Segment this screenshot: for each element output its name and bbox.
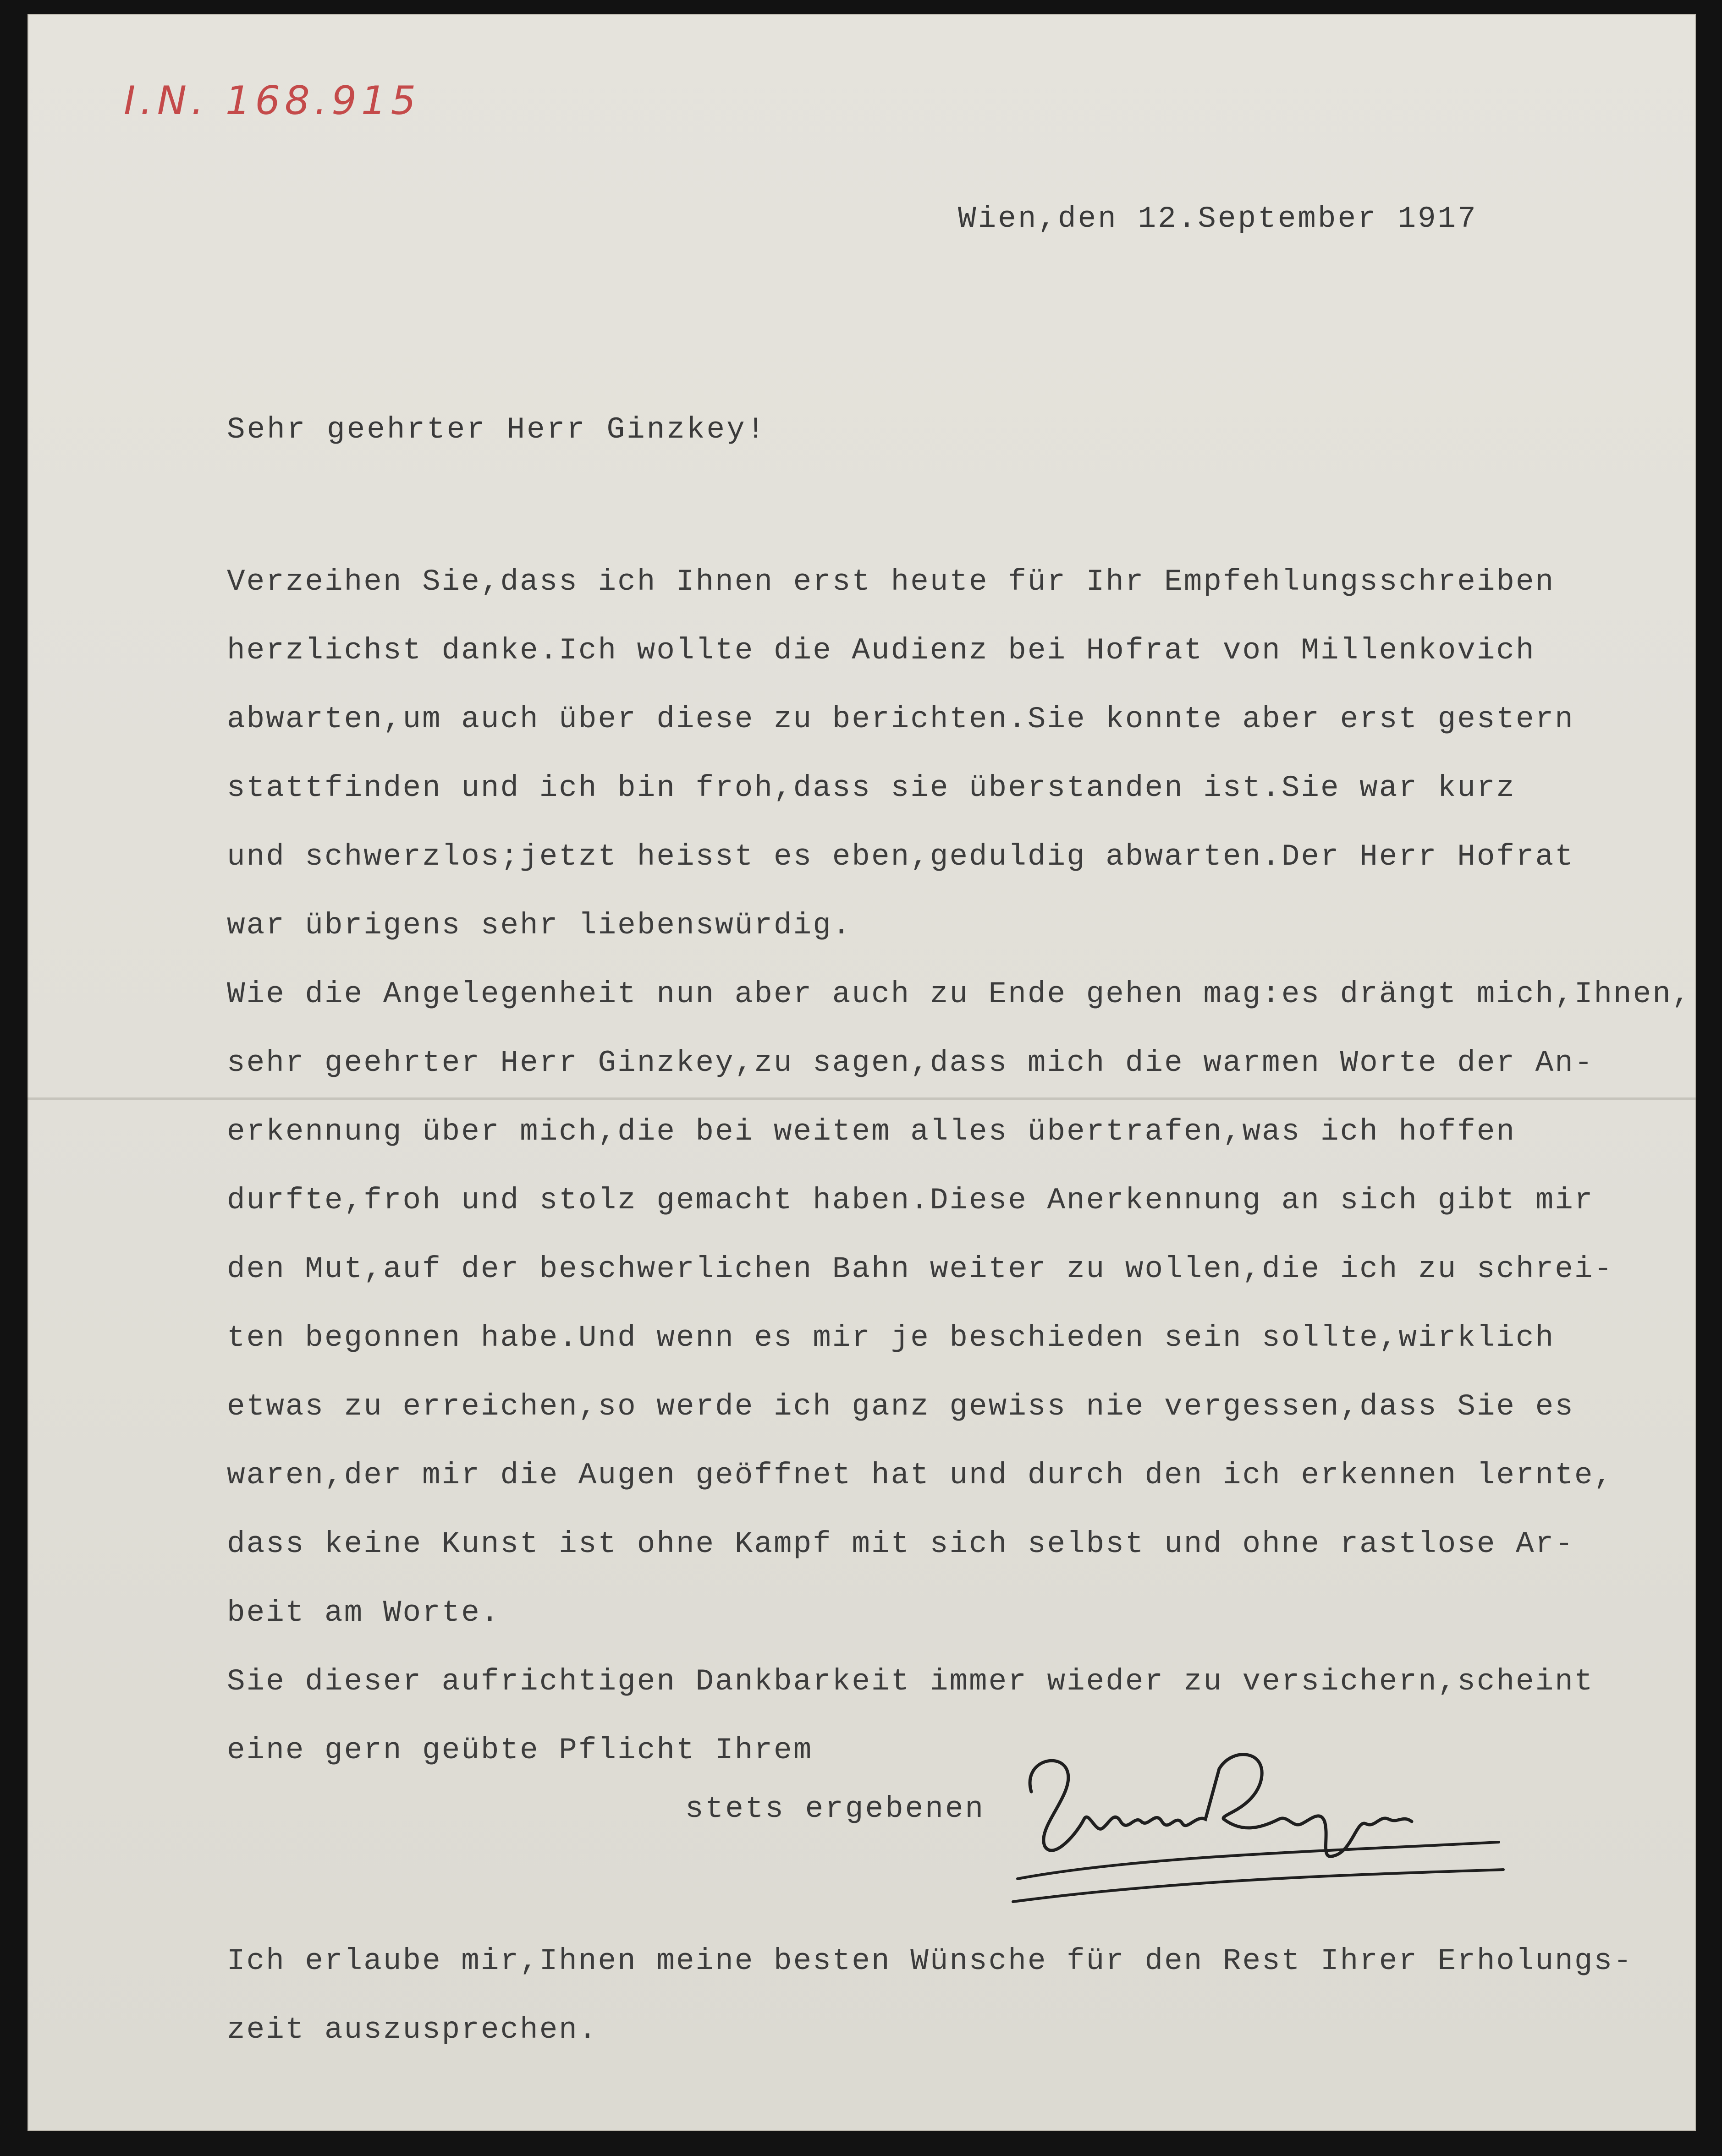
salutation: Sehr geehrter Herr Ginzkey!	[227, 412, 767, 447]
postscript	[227, 1927, 1633, 2064]
body-line: den Mut,auf der beschwerlichen Bahn weiter zu wollen,die ich zu schrei-	[227, 1252, 1614, 1286]
body-line: ten begonnen habe.Und wenn es mir je beschieden sein sollte,wirklich	[227, 1321, 1555, 1355]
body-line: stattfinden und ich bin froh,dass sie überstanden ist.Sie war kurz	[227, 771, 1516, 805]
body-line: Wie die Angelegenheit nun aber auch zu Ende gehen mag:es drängt mich,Ihnen,	[227, 977, 1692, 1011]
body-line: erkennung über mich,die bei weitem alles übertrafen,was ich hoffen	[227, 1114, 1516, 1149]
body-line: waren,der mir die Augen geöffnet hat und durch den ich erkennen lernte,	[227, 1458, 1614, 1492]
handwritten-signature	[1004, 1741, 1517, 1925]
body-line: dass keine Kunst ist ohne Kampf mit sich selbst und ohne rastlose Ar-	[227, 1527, 1574, 1561]
body-line: Verzeihen Sie,dass ich Ihnen erst heute für Ihr Empfehlungsschreiben	[227, 565, 1555, 599]
body-line: eine gern geübte Pflicht Ihrem	[227, 1733, 813, 1767]
body-line: Sie dieser aufrichtigen Dankbarkeit immer wieder zu versichern,scheint	[227, 1664, 1594, 1699]
letter-date: Wien,den 12.September 1917	[958, 202, 1478, 236]
body-line: und schwerzlos;jetzt heisst es eben,geduldig abwarten.Der Herr Hofrat	[227, 839, 1574, 874]
body-line: war übrigens sehr liebenswürdig.	[227, 908, 852, 943]
body-line: herzlichst danke.Ich wollte die Audienz bei Hofrat von Millenkovich	[227, 633, 1535, 668]
body-line: beit am Worte.	[227, 1596, 501, 1630]
body-line: durfte,froh und stolz gemacht haben.Diese Anerkennung an sich gibt mir	[227, 1183, 1594, 1218]
letter-body	[227, 548, 1692, 1785]
body-line: sehr geehrter Herr Ginzkey,zu sagen,dass mich die warmen Worte der An-	[227, 1046, 1594, 1080]
closing: stets ergebenen	[685, 1792, 985, 1826]
postscript-line: Ich erlaube mir,Ihnen meine besten Wünsche für den Rest Ihrer Erholungs-	[227, 1944, 1633, 1978]
body-line: etwas zu erreichen,so werde ich ganz gewiss nie vergessen,dass Sie es	[227, 1389, 1574, 1424]
body-line: abwarten,um auch über diese zu berichten.Sie konnte aber erst gestern	[227, 702, 1574, 736]
postscript-line: zeit auszusprechen.	[227, 2013, 598, 2047]
archive-number: I.N. 168.915	[124, 78, 421, 124]
